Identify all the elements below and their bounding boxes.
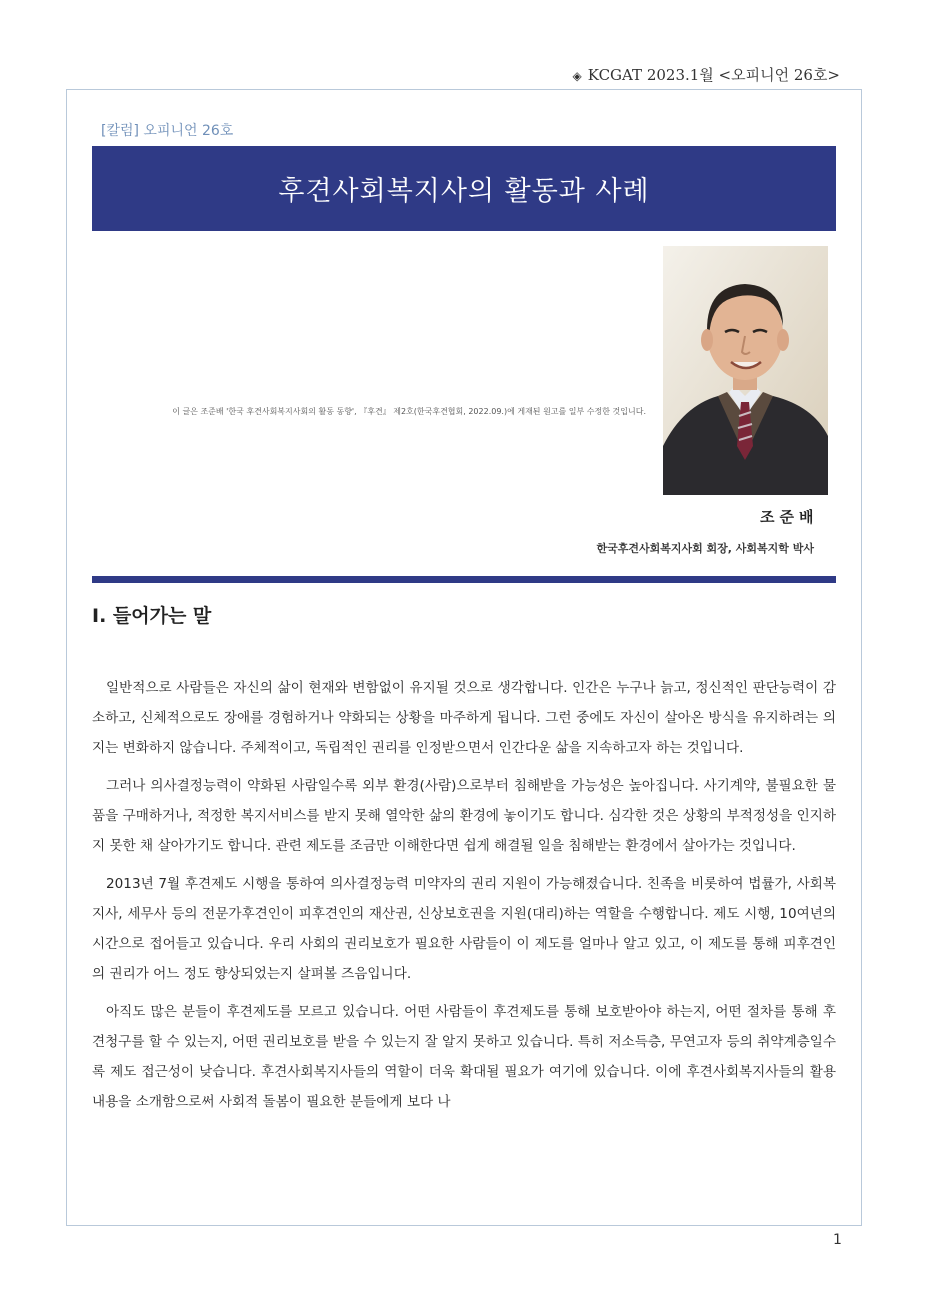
author-portrait-illustration bbox=[663, 246, 828, 495]
running-header bbox=[573, 64, 840, 85]
body-paragraph: 아직도 많은 분들이 후견제도를 모르고 있습니다. 어떤 사람들이 후견제도를 통해 보호받아야 하는지, 어떤 절차를 통해 후견청구를 할 수 있는지, 어떤 권리보호를 받을 수 있는지 잘 알지 못하고 있습니다. 특히 저소득층, 무연고자 등의 취약계층일수록 제도 접근성이 낮습니다. 후견사회복지사들의 역할이 더욱 확대될 필요가 여기에 있습니다. 이에 후견사회복지사들의 활용내용을 소개함으로써 사회적 돌봄이 필요한 분들에게 보다 나 bbox=[92, 1004, 836, 1110]
source-note: 이 글은 조준배 '한국 후견사회복지사회의 활동 동향', 『후견』 제2호(한국후견협회, 2022.09.)에 게재된 원고를 일부 수정한 것입니다. bbox=[172, 407, 646, 416]
column-tag: [칼럼] 오피니언 26호 bbox=[101, 123, 234, 139]
diamond-bullet-icon: ◈ bbox=[572, 69, 582, 83]
author-name: 조준배 bbox=[760, 508, 819, 526]
body-paragraph: 일반적으로 사람들은 자신의 삶이 현재와 변함없이 유지될 것으로 생각합니다. 인간은 누구나 늙고, 정신적인 판단능력이 감소하고, 신체적으로도 장애를 경험하거나 약화되는 상황을 마주하게 됩니다. 그런 중에도 자신이 살아온 방식을 유지하려는 의지는 변화하지 않습니다. 주체적이고, 독립적인 권리를 인정받으면서 인간다운 삶을 지속하고자 하는 것입니다. bbox=[92, 680, 836, 756]
body-paragraph: 2013년 7월 후견제도 시행을 통하여 의사결정능력 미약자의 권리 지원이 가능해졌습니다. 친족을 비롯하여 법률가, 사회복지사, 세무사 등의 전문가후견인이 피후견인의 재산권, 신상보호권을 지원(대리)하는 역할을 수행합니다. 제도 시행, 10여년의 시간으로 접어들고 있습니다. 우리 사회의 권리보호가 필요한 사람들이 이 제도를 얼마나 알고 있고, 이 제도를 통해 피후견인의 권리가 어느 정도 향상되었는지 살펴볼 즈음입니다. bbox=[92, 876, 836, 982]
section-divider bbox=[92, 576, 836, 583]
article-title: 후견사회복지사의 활동과 사례 bbox=[278, 176, 650, 207]
section-heading: Ⅰ. 들어가는 말 bbox=[92, 605, 212, 627]
author-affiliation: 한국후견사회복지사회 회장, 사회복지학 박사 bbox=[596, 542, 814, 555]
body-paragraph: 그러나 의사결정능력이 약화된 사람일수록 외부 환경(사람)으로부터 침해받을 가능성은 높아집니다. 사기계약, 불필요한 물품을 구매하거나, 적정한 복지서비스를 받지 못해 열악한 삶의 환경에 놓이기도 합니다. 심각한 것은 상황의 부적정성을 인지하지 못한 채 살아가기도 합니다. 관련 제도를 조금만 이해한다면 쉽게 해결될 일을 침해받는 환경에서 살아가는 것입니다. bbox=[92, 778, 836, 854]
author-portrait bbox=[663, 246, 828, 495]
title-banner bbox=[92, 146, 836, 231]
article-body bbox=[92, 673, 836, 1125]
running-header-text: KCGAT 2023.1월 <오피니언 26호> bbox=[587, 66, 840, 84]
page-number: 1 bbox=[833, 1232, 842, 1248]
